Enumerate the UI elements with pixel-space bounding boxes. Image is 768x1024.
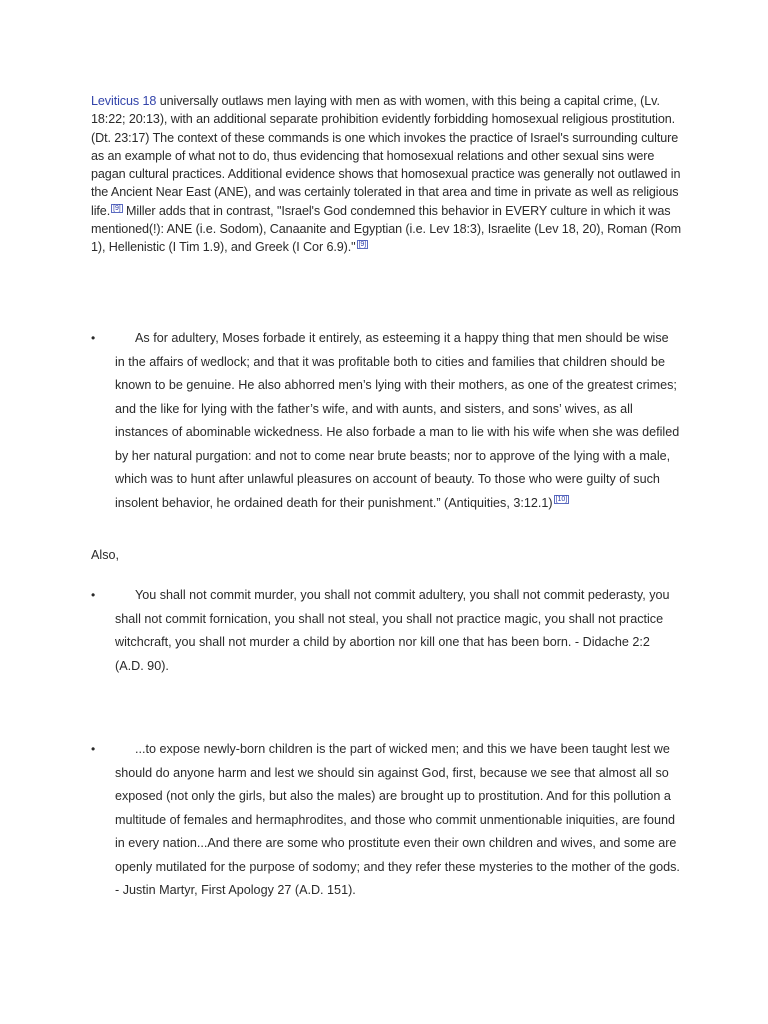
quote-text	[91, 327, 681, 515]
leviticus-18-link[interactable]: Leviticus 18	[91, 94, 157, 108]
intro-paragraph	[91, 92, 683, 257]
bullet-dot: •	[91, 742, 96, 756]
intro-text-part-2: Miller adds that in contrast, "Israel's God condemned this behavior in EVERY culture in which it was mentioned(!): ANE (i.e. Sodom), Canaanite and Egyptian (i.e. Lev 18:3), Israelite (Lev 18, 20), Roman (Rom 1), Hellenistic (I Tim 1.9), and Greek (I Cor 6.9)."	[91, 203, 681, 255]
quote-josephus	[91, 327, 681, 515]
bullet-dot: •	[91, 331, 96, 345]
quote-text: ...to expose newly-born children is the part of wicked men; and this we have been taught lest we should do anyone harm and lest we should sin against God, first, because we see that almost all so exposed (not only the girls, but also the males) are brought up to prostitution. And for this pollution a multitude of females and hermaphrodites, and those who commit unmentionable iniquities, are found in every nation...And there are some who prostitute even their own children and wives, and some are openly mutilated for the purpose of sodomy; and they refer these mysteries to the mother of the gods. - Justin Martyr, First Apology 27 (A.D. 151).	[115, 742, 680, 897]
footnote-ref-9a[interactable]: [9]	[113, 204, 121, 212]
quote-josephus-text: As for adultery, Moses forbade it entirely, as esteeming it a happy thing that men should be wise in the affairs of wedlock; and that it was profitable both to cities and families that children should be known to be genuine. He also abhorred men’s lying with their mothers, as one of the greatest crimes; and the like for lying with the father’s wife, and with aunts, and sisters, and sons’ wives, as all instances of abominable wickedness. He also forbade a man to lie with his wife when she was defiled by her natural purgation: and not to come near brute beasts; nor to approve of the lying with a male, which was to hunt after unlawful pleasures on account of beauty. To those who were guilty of such insolent behavior, he ordained death for their punishment.” (Antiquities, 3:12.1)	[115, 331, 680, 510]
quote-didache	[91, 584, 681, 678]
bullet-dot: •	[91, 588, 96, 602]
intro-text-part-1: universally outlaws men laying with men as with women, with this being a capital crime, (Lv. 18:22; 20:13), with an additional separate prohibition evidently forbidding homosexual religious prostitution. (Dt. 23:17) The context of these commands is one which invokes the practice of Israel's surrounding culture as an example of what not to do, thus evidencing that homosexual relations and other sexual sins were pagan cultural practices. Additional evidence shows that homosexual practice was generally not outlawed in the Ancient Near East (ANE), and was certainly tolerated in that area and time in private as well as religious life.	[91, 94, 681, 218]
quote-justin-martyr	[91, 738, 681, 903]
footnote-ref-9b[interactable]: [9]	[358, 241, 367, 249]
also-label: Also,	[91, 548, 119, 562]
footnote-ref-10[interactable]: [10]	[555, 496, 568, 504]
quote-text: You shall not commit murder, you shall not commit adultery, you shall not commit pederasty, you shall not commit fornication, you shall not steal, you shall not practice magic, you shall not practice witchcraft, you shall not murder a child by abortion nor kill one that has been born. - Didache 2:2 (A.D. 90).	[115, 588, 670, 673]
